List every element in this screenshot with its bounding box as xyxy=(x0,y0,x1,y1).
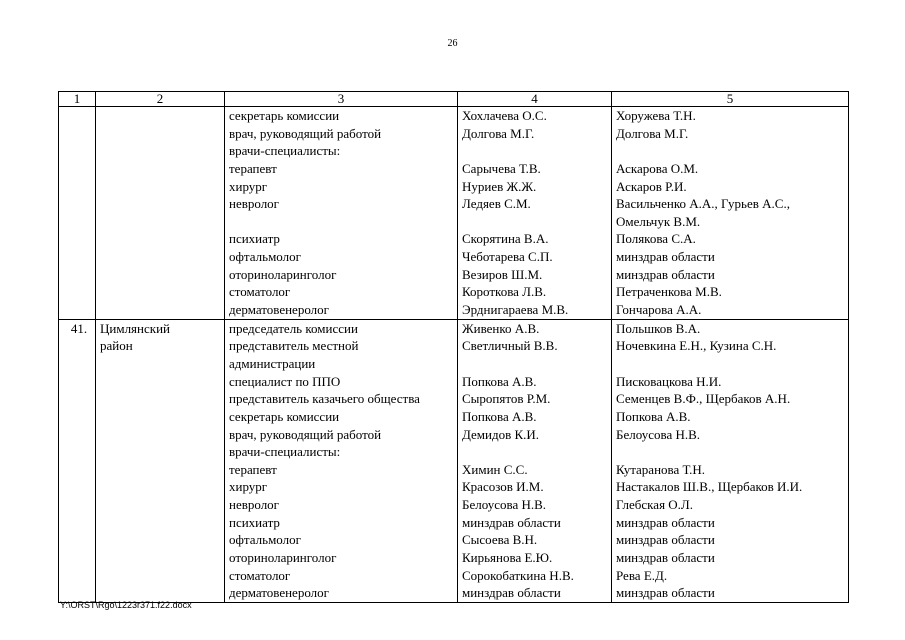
alternate-text: Гончарова А.А. xyxy=(616,302,702,318)
member-text: Сыропятов Р.М. xyxy=(462,391,551,407)
district-cell xyxy=(96,107,225,320)
role-text: представитель местной xyxy=(229,338,359,354)
alternate-text: Рева Е.Д. xyxy=(616,567,668,583)
member-text: Попкова А.В. xyxy=(462,373,537,389)
role-text: хирург xyxy=(229,178,268,194)
role-text: председатель комиссии xyxy=(229,320,358,336)
role-text: врач, руководящий работой xyxy=(229,426,382,442)
alternate-text: Белоусова Н.В. xyxy=(616,426,701,442)
header-col-4: 4 xyxy=(458,92,612,107)
alternate-text: Писковацкова Н.И. xyxy=(616,373,722,389)
role-text: хирург xyxy=(229,479,268,495)
alternate-text: Настакалов Ш.В., Щербаков И.И. xyxy=(616,479,803,495)
role-text: специалист по ППО xyxy=(229,373,341,389)
role-text: врачи-специалисты: xyxy=(229,143,341,159)
alternate-cell xyxy=(612,107,849,320)
member-text: Чеботарева С.П. xyxy=(462,249,553,265)
table-row xyxy=(59,319,849,602)
alternate-text: Аскаров Р.И. xyxy=(616,178,687,194)
alternate-text: Омельчук В.М. xyxy=(616,213,701,229)
district-name-line: Цимлянский xyxy=(100,320,170,336)
header-col-5: 5 xyxy=(612,92,849,107)
member-text: Нуриев Ж.Ж. xyxy=(462,178,537,194)
alternate-text: минздрав области xyxy=(616,585,715,601)
header-col-2: 2 xyxy=(96,92,225,107)
role-text: врачи-специалисты: xyxy=(229,444,341,460)
member-text: Скорятина В.А. xyxy=(462,231,549,247)
role-text: психиатр xyxy=(229,231,280,247)
role-text: дерматовенеролог xyxy=(229,585,329,601)
header-col-3: 3 xyxy=(225,92,458,107)
member-text: Сарычева Т.В. xyxy=(462,160,541,176)
district-name-line: район xyxy=(100,338,133,354)
member-text: Химин С.С. xyxy=(462,461,528,477)
role-text: представитель казачьего общества xyxy=(229,391,420,407)
member-text: минздрав области xyxy=(462,514,561,530)
member-text: Везиров Ш.М. xyxy=(462,266,543,282)
file-path: Y:\ORST\Rgo\1223r371.f22.docx xyxy=(60,600,192,610)
alternate-text: Польшков В.А. xyxy=(616,320,701,336)
member-text xyxy=(462,213,611,231)
member-text: Сысоева В.Н. xyxy=(462,532,538,548)
role-text: секретарь комиссии xyxy=(229,108,340,123)
alternate-text: Кутаранова Т.Н. xyxy=(616,461,706,477)
member-text: Сорокобаткина Н.В. xyxy=(462,567,574,583)
alternate-text: Аскарова О.М. xyxy=(616,160,699,176)
role-text: стоматолог xyxy=(229,567,291,583)
member-text: Долгова М.Г. xyxy=(462,125,535,141)
role-text: дерматовенеролог xyxy=(229,302,329,318)
alternate-text: Петраченкова М.В. xyxy=(616,284,722,300)
row-number xyxy=(63,107,95,125)
alternate-text: Хоружева Т.Н. xyxy=(616,108,696,123)
role-text: невролог xyxy=(229,196,280,212)
commission-table xyxy=(58,91,849,603)
member-text: Кирьянова Е.Ю. xyxy=(462,550,553,566)
role-text: оториноларинголог xyxy=(229,266,337,282)
role-text: невролог xyxy=(229,497,280,513)
member-text: Живенко А.В. xyxy=(462,320,540,336)
alternate-text: Долгова М.Г. xyxy=(616,125,689,141)
member-text: Попкова А.В. xyxy=(462,408,537,424)
member-cell xyxy=(458,107,612,320)
role-text: психиатр xyxy=(229,514,280,530)
member-text: Хохлачева О.С. xyxy=(462,108,547,123)
member-text: Демидов К.И. xyxy=(462,426,540,442)
member-text: Светличный В.В. xyxy=(462,338,558,354)
role-text: офтальмолог xyxy=(229,249,301,265)
alternate-text: минздрав области xyxy=(616,249,715,265)
alternate-text xyxy=(616,142,848,160)
alternate-text: минздрав области xyxy=(616,266,715,282)
header-col-1: 1 xyxy=(59,92,96,107)
page-number: 26 xyxy=(447,38,458,49)
alternate-cell xyxy=(612,319,849,602)
alternate-text: Васильченко А.А., Гурьев А.С., xyxy=(616,196,790,212)
member-text: Эрднигараева М.В. xyxy=(462,302,569,318)
alternate-text: Семенцев В.Ф., Щербаков А.Н. xyxy=(616,391,791,407)
member-text: Ледяев С.М. xyxy=(462,196,531,212)
table-row xyxy=(59,107,849,320)
role-text: оториноларинголог xyxy=(229,550,337,566)
member-cell xyxy=(458,319,612,602)
role-text: терапевт xyxy=(229,160,277,176)
alternate-text: Полякова С.А. xyxy=(616,231,696,247)
member-text: Красозов И.М. xyxy=(462,479,544,495)
header-row xyxy=(59,92,849,107)
member-text xyxy=(462,142,611,160)
row-number-cell xyxy=(59,107,96,320)
role-text: администрации xyxy=(229,355,316,371)
alternate-text: Глебская О.Л. xyxy=(616,497,694,513)
alternate-text: минздрав области xyxy=(616,532,715,548)
member-text xyxy=(462,443,611,461)
role-text: офтальмолог xyxy=(229,532,301,548)
alternate-text: минздрав области xyxy=(616,550,715,566)
alternate-text: минздрав области xyxy=(616,514,715,530)
member-text: минздрав области xyxy=(462,585,561,601)
row-number: 41. xyxy=(70,320,88,336)
role-text: секретарь комиссии xyxy=(229,408,340,424)
role-cell xyxy=(225,107,458,320)
role-cell xyxy=(225,319,458,602)
alternate-text xyxy=(616,443,848,461)
role-text: терапевт xyxy=(229,461,277,477)
role-text: стоматолог xyxy=(229,284,291,300)
member-text: Короткова Л.В. xyxy=(462,284,547,300)
district-cell xyxy=(96,319,225,602)
role-text xyxy=(229,213,457,231)
member-text xyxy=(462,355,611,373)
alternate-text xyxy=(616,355,848,373)
row-number-cell xyxy=(59,319,96,602)
table-body xyxy=(59,107,849,603)
member-text: Белоусова Н.В. xyxy=(462,497,547,513)
role-text: врач, руководящий работой xyxy=(229,125,382,141)
alternate-text: Ночевкина Е.Н., Кузина С.Н. xyxy=(616,338,777,354)
alternate-text: Попкова А.В. xyxy=(616,408,691,424)
